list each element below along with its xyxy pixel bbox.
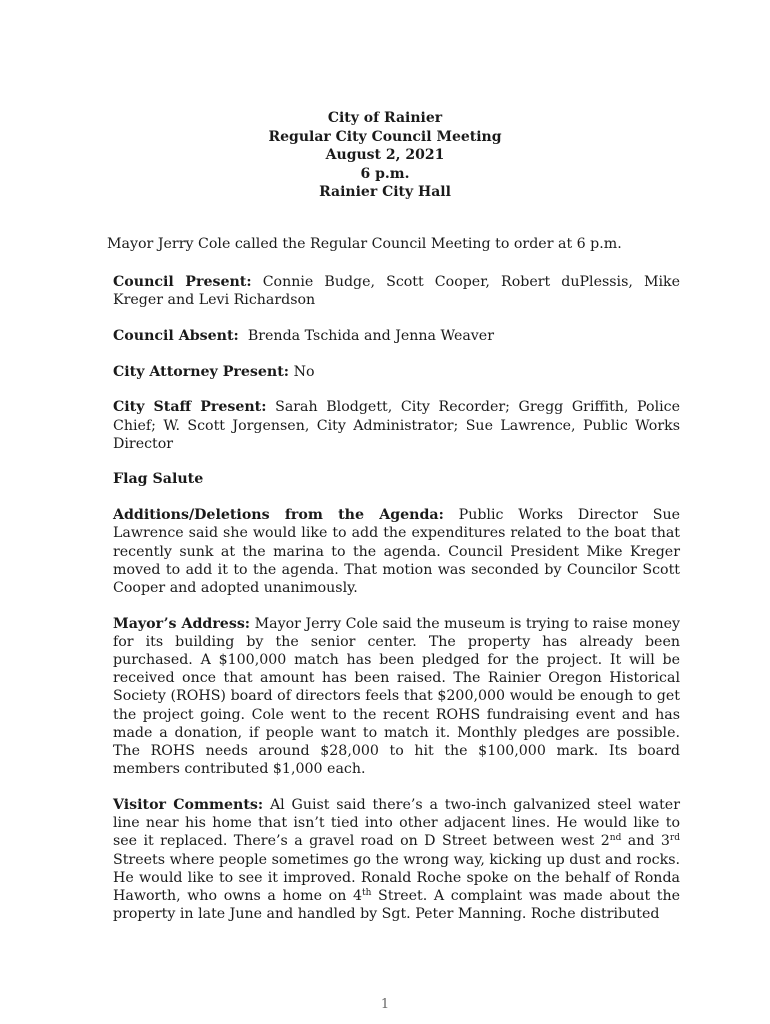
city-staff-paragraph [113,398,680,453]
mayors-address-label: Mayor’s Address: [113,615,251,632]
council-present-paragraph [113,273,680,309]
ordinal-suffix-rd: rd [669,833,680,844]
header-time: 6 p.m. [360,165,410,182]
ordinal-suffix-th: th [361,887,372,898]
header-location: Rainier City Hall [319,184,451,200]
visitor-comments-text-b: and 3 [621,833,670,850]
visitor-comments-text-c: Streets where people sometimes go the wrong way, kicking up dust and rocks. He would like to see it improved. Ronald Roche spoke on the behalf of Ronda Haworth, who owns a home on 4 [113,851,680,904]
additions-text: Public Works Director Sue Lawrence said she would like to add the expenditures related to the boat that recently sunk at the marina to the agenda. Council President Mike Kreger moved to add it to the agenda. That motion was seconded by Councilor Scott Cooper and adopted unanimously. [113,507,681,596]
mayors-address-paragraph [113,615,680,779]
city-attorney-label: City Attorney Present: [113,363,290,380]
visitor-comments-label: Visitor Comments: [113,796,264,813]
header-meeting-type: Regular City Council Meeting [268,128,502,145]
additions-paragraph [113,506,680,597]
header-date: August 2, 2021 [325,147,445,163]
mayors-address-text: Mayor Jerry Cole said the museum is trying to raise money for its building by the senior center. The property has already been purchased. A $100,000 match has been pledged for the project. It will be received once that amount has been raised. The Rainier Oregon Historical Society (ROHS) board of directors feels that $200,000 would be enough to get the project going. Cole went to the recent ROHS fundraising event and has made a donation, if people want to match it. Monthly pledges are possible. The ROHS needs around $28,000 to hit the $100,000 mark. Its board members contributed $1,000 each. [113,615,681,778]
meeting-header [0,109,770,202]
additions-label: Additions/Deletions from the Agenda: [113,507,444,524]
visitor-comments-text-a: Al Guist said there’s a two-inch galvanized steel water line near his home that isn’t tied into other adjacent lines. He would like to see it replaced. There’s a gravel road on D Street between west 2 [113,796,680,850]
minutes-body [113,273,680,941]
visitor-comments-paragraph [113,796,680,923]
city-attorney-text: No [293,363,315,380]
council-absent-text: Brenda Tschida and Jenna Weaver [247,327,494,344]
council-present-label: Council Present: [113,274,252,290]
city-staff-text: Sarah Blodgett, City Recorder; Gregg Griffith, Police Chief; W. Scott Jorgensen, City Administrator; Sue Lawrence, Public Works Director [113,399,680,452]
visitor-comments-text-d: Street. A complaint was made about the property in late June and handled by Sgt. Peter Manning. Roche distributed [113,887,681,923]
council-present-text: Connie Budge, Scott Cooper, Robert duPlessis, Mike Kreger and Levi Richardson [113,274,681,309]
header-city: City of Rainier [327,110,443,126]
council-absent-label: Council Absent: [113,327,239,344]
council-absent-paragraph [113,327,680,345]
city-attorney-paragraph [113,363,680,381]
page-number: 1 [380,997,390,1012]
city-staff-label: City Staff Present: [113,399,267,416]
opening-statement: Mayor Jerry Cole called the Regular Council Meeting to order at 6 p.m. [107,236,622,252]
ordinal-suffix-nd: nd [609,833,622,844]
flag-salute-heading: Flag Salute [113,471,204,488]
